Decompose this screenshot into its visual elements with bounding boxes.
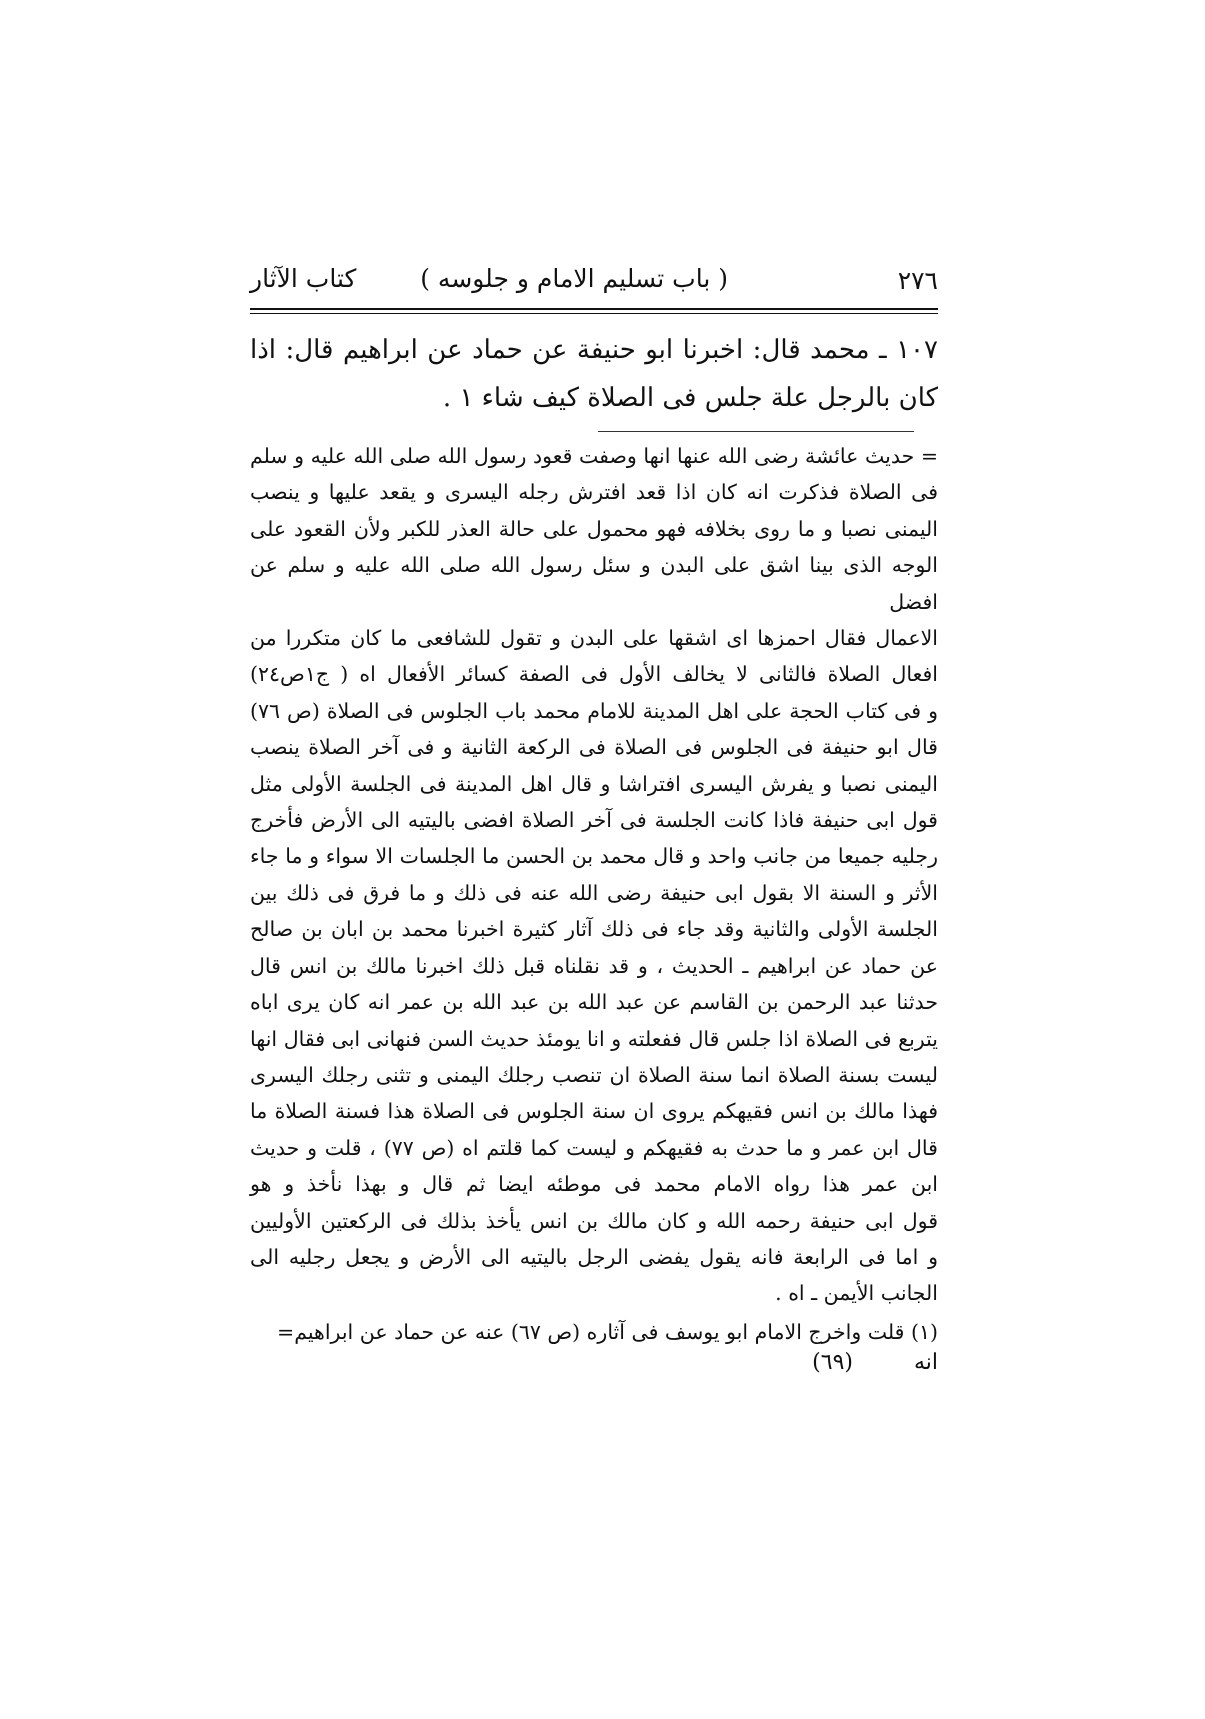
header-rule <box>250 308 938 310</box>
commentary-line: رجليه جميعا من جانب واحد و قال محمد بن الحسن ما الجلسات الا سواء و ما جاء <box>250 844 938 869</box>
commentary-line: = حديث عائشة رضى الله عنها انها وصفت قعود رسول الله صلى الله عليه و سلم <box>250 444 938 468</box>
commentary-line: فهذا مالك بن انس فقيهكم يروى ان سنة الجلوس فى الصلاة هذا فسنة الصلاة ما <box>250 1099 938 1124</box>
commentary-line: فى الصلاة فذكرت انه كان اذا قعد افترش رجله اليسرى و يقعد عليها و ينصب <box>250 480 938 505</box>
page-number: ٢٧٦ <box>897 266 938 295</box>
commentary-separator <box>598 431 914 432</box>
commentary-line: الوجه الذى بينا اشق على البدن و سئل رسول الله صلى الله عليه و سلم عن افضل <box>250 553 938 614</box>
hadith-text <box>250 326 938 422</box>
commentary-line: و فى كتاب الحجة على اهل المدينة للامام محمد باب الجلوس فى الصلاة (ص ٧٦) <box>250 698 938 723</box>
commentary-line: ابن عمر هذا رواه الامام محمد فى موطئه ايضا ثم قال و بهذا نأخذ و هو <box>250 1172 938 1197</box>
footnote-line: (١) قلت واخرج الامام ابو يوسف فى آثاره (ص ٦٧) عنه عن حماد عن ابراهيم= <box>277 1320 938 1344</box>
commentary-line: عن حماد عن ابراهيم ـ الحديث ، و قد نقلناه قبل ذلك اخبرنا مالك بن انس قال <box>250 953 938 978</box>
commentary-line: حدثنا عبد الرحمن بن القاسم عن عبد الله بن عبد الله بن عمر انه كان يرى اباه <box>250 990 938 1015</box>
commentary-line: ليست بسنة الصلاة انما سنة الصلاة ان تنصب رجلك اليمنى و تثنى رجلك اليسرى <box>250 1062 938 1087</box>
signature-mark: (٦٩) <box>812 1350 853 1375</box>
commentary-line: قول ابى حنيفة فاذا كانت الجلسة فى آخر الصلاة افضى باليتيه الى الأرض فأخرج <box>250 808 938 833</box>
commentary-line: الجانب الأيمن ـ اه . <box>775 1281 938 1306</box>
commentary-line: قال ابن عمر و ما حدث به فقيهكم و ليست كما قلتم اه (ص ٧٧) ، قلت و حديث <box>250 1135 938 1160</box>
commentary-line: الأثر و السنة الا بقول ابى حنيفة رضى الله عنه فى ذلك و ما فرق فى ذلك بين <box>250 880 938 905</box>
hadith-line: كان بالرجل علة جلس فى الصلاة كيف شاء ١ . <box>442 383 938 413</box>
chapter-title: ( باب تسليم الامام و جلوسه ) <box>420 264 728 293</box>
catchword: انه <box>913 1350 938 1375</box>
page-footer <box>250 1350 938 1390</box>
commentary-line: الاعمال فقال احمزها اى اشقها على البدن و تقول للشافعى ما كان متكررا من <box>250 626 938 651</box>
commentary-line: اليمنى نصبا و ما روى بخلافه فهو محمول على حالة العذر للكبر ولأن القعود على <box>250 516 938 541</box>
header-rule-thin <box>250 313 938 314</box>
commentary-line: افعال الصلاة فالثانى لا يخالف الأول فى الصفة كسائر الأفعال اه ( ج١ص٢٤) <box>250 662 938 687</box>
commentary-line: يتربع فى الصلاة اذا جلس قال ففعلته و انا يومئذ حديث السن فنهانى ابى فقال انها <box>250 1026 938 1051</box>
commentary-line: و اما فى الرابعة فانه يقول يفضى الرجل باليتيه الى الأرض و يجعل رجليه الى <box>250 1244 938 1269</box>
commentary-line: اليمنى نصبا و يفرش اليسرى افتراشا و قال اهل المدينة فى الجلسة الأولى مثل <box>250 771 938 796</box>
book-title: كتاب الآثار <box>250 264 357 293</box>
commentary-text <box>250 438 938 1312</box>
commentary-line: قول ابى حنيفة رحمه الله و كان مالك بن انس يأخذ بذلك فى الركعتين الأوليين <box>250 1208 938 1233</box>
commentary-line: قال ابو حنيفة فى الجلوس فى الصلاة فى الركعة الثانية و فى آخر الصلاة ينصب <box>250 735 938 760</box>
hadith-line: ١٠٧ ـ محمد قال: اخبرنا ابو حنيفة عن حماد عن ابراهيم قال: اذا <box>250 335 938 365</box>
page-header <box>250 262 938 302</box>
commentary-line: الجلسة الأولى والثانية وقد جاء فى ذلك آثار كثيرة اخبرنا محمد بن ابان بن صالح <box>250 917 938 942</box>
footnote <box>250 1314 938 1350</box>
